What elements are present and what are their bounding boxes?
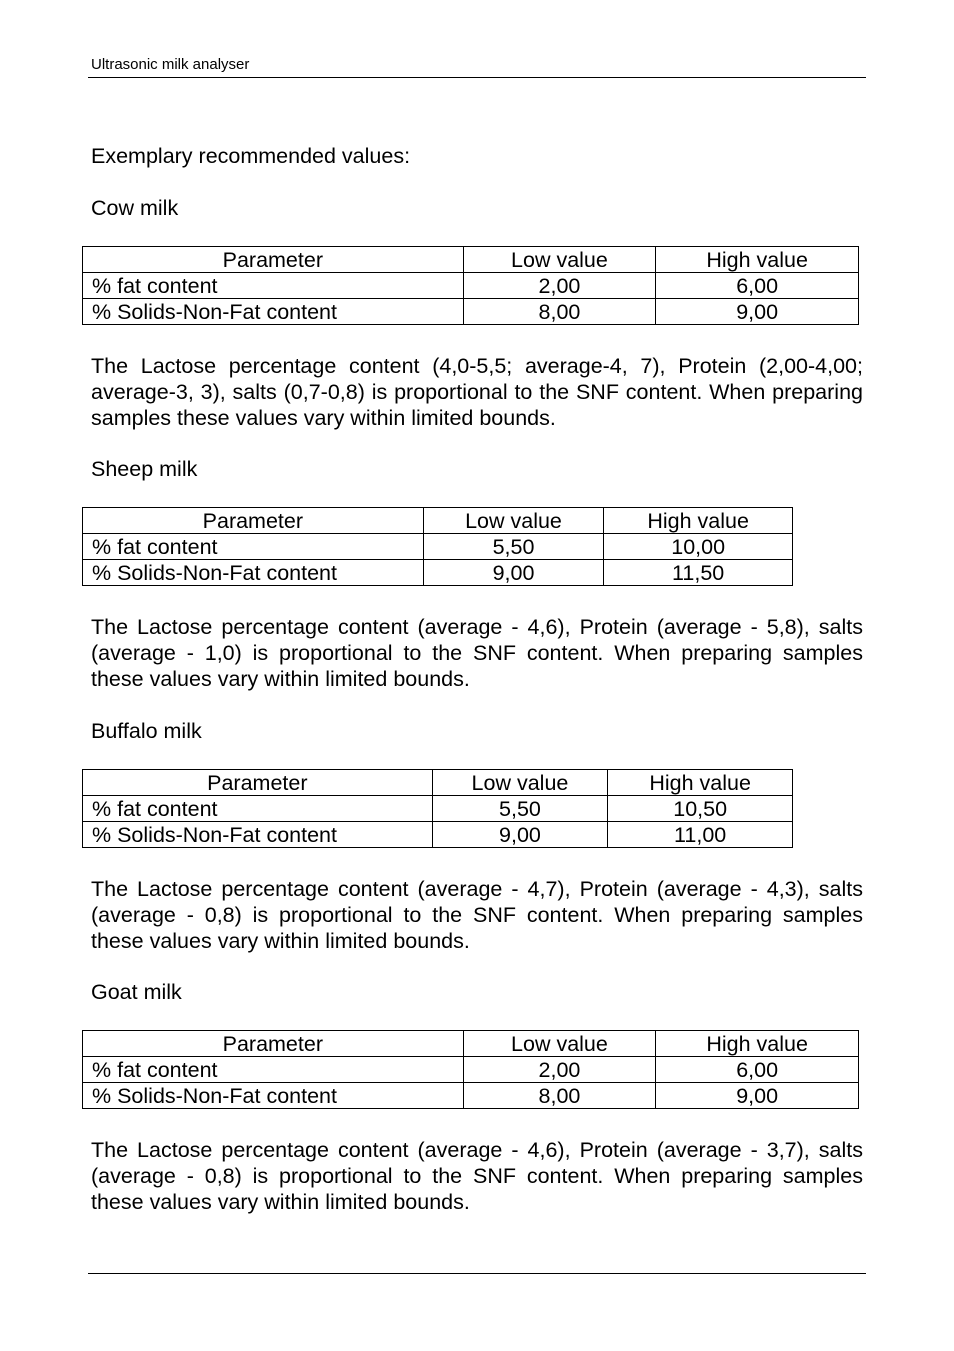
cell-high: 11,00	[608, 822, 793, 848]
cell-high: 10,00	[604, 534, 793, 560]
column-header-parameter: Parameter	[83, 1031, 464, 1057]
cell-high: 9,00	[656, 299, 859, 325]
table-row	[83, 1083, 859, 1109]
cell-parameter: % Solids-Non-Fat content	[83, 1083, 464, 1109]
cell-low: 8,00	[463, 1083, 656, 1109]
table-row	[83, 273, 859, 299]
section-note-sheep: The Lactose percentage content (average - 4,6), Protein (average - 5,8), salts (average - 1,0) is proportional to the SNF content. When preparing samples these values vary within limited bounds.	[91, 615, 863, 691]
cell-high: 9,00	[656, 1083, 859, 1109]
table-header-row	[83, 247, 859, 273]
cell-low: 8,00	[463, 299, 656, 325]
cell-parameter: % fat content	[83, 534, 424, 560]
section-note-cow: The Lactose percentage content (4,0-5,5; average-4, 7), Protein (2,00-4,00; average-3, 3), salts (0,7-0,8) is proportional to the SNF content. When preparing samples these values vary within limited bounds.	[91, 354, 863, 430]
header-divider	[88, 77, 866, 78]
table-goat	[82, 1030, 859, 1109]
cell-high: 6,00	[656, 273, 859, 299]
column-header-high: High value	[604, 508, 793, 534]
footer-divider	[88, 1273, 866, 1274]
column-header-parameter: Parameter	[83, 770, 433, 796]
table-cow	[82, 246, 859, 325]
section-note-buffalo: The Lactose percentage content (average - 4,7), Protein (average - 4,3), salts (average - 0,8) is proportional to the SNF content. When preparing samples these values vary within limited bounds.	[91, 877, 863, 953]
cell-parameter: % fat content	[83, 273, 464, 299]
cell-parameter: % Solids-Non-Fat content	[83, 822, 433, 848]
cell-parameter: % Solids-Non-Fat content	[83, 299, 464, 325]
cell-parameter: % fat content	[83, 796, 433, 822]
page-header-title: Ultrasonic milk analyser	[91, 56, 250, 73]
section-title-buffalo: Buffalo milk	[91, 719, 202, 743]
column-header-low: Low value	[423, 508, 604, 534]
section-title-cow: Cow milk	[91, 196, 179, 220]
cell-high: 10,50	[608, 796, 793, 822]
table-header-row	[83, 770, 793, 796]
cell-low: 9,00	[423, 560, 604, 586]
column-header-low: Low value	[432, 770, 608, 796]
intro-text: Exemplary recommended values:	[91, 144, 411, 168]
cell-high: 6,00	[656, 1057, 859, 1083]
table-row	[83, 534, 793, 560]
table-buffalo	[82, 769, 793, 848]
table-header-row	[83, 508, 793, 534]
section-note-goat: The Lactose percentage content (average - 4,6), Protein (average - 3,7), salts (average - 0,8) is proportional to the SNF content. When preparing samples these values vary within limited bounds.	[91, 1138, 863, 1214]
cell-low: 5,50	[432, 796, 608, 822]
table-row	[83, 1057, 859, 1083]
column-header-high: High value	[608, 770, 793, 796]
table-row	[83, 560, 793, 586]
cell-parameter: % fat content	[83, 1057, 464, 1083]
cell-low: 2,00	[463, 273, 656, 299]
column-header-low: Low value	[463, 247, 656, 273]
cell-parameter: % Solids-Non-Fat content	[83, 560, 424, 586]
section-title-goat: Goat milk	[91, 980, 182, 1004]
cell-low: 9,00	[432, 822, 608, 848]
column-header-high: High value	[656, 1031, 859, 1057]
table-row	[83, 299, 859, 325]
column-header-parameter: Parameter	[83, 508, 424, 534]
table-header-row	[83, 1031, 859, 1057]
section-title-sheep: Sheep milk	[91, 457, 198, 481]
cell-high: 11,50	[604, 560, 793, 586]
column-header-high: High value	[656, 247, 859, 273]
cell-low: 5,50	[423, 534, 604, 560]
table-row	[83, 822, 793, 848]
table-sheep	[82, 507, 793, 586]
cell-low: 2,00	[463, 1057, 656, 1083]
column-header-low: Low value	[463, 1031, 656, 1057]
column-header-parameter: Parameter	[83, 247, 464, 273]
table-row	[83, 796, 793, 822]
